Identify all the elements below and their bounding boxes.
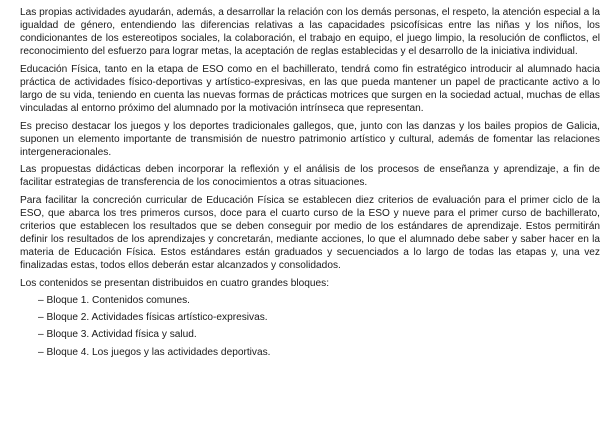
paragraph-relaciones: Las propias actividades ayudarán, además, a desarrollar la relación con los demás personas, el respeto, la atención especial a la igualdad de género, entendiendo las diferencias relativas a las capacidades psicofísicas entre las niñas y los niños, los condicionantes de los estereotipos sociales, la colaboración, el trabajo en equipo, el juego limpio, la resolución de conflictos, el reconocimiento del esfuerzo para lograr metas, la aceptación de reglas establecidas y el desarrollo de la iniciativa individual.	[20, 7, 600, 58]
list-item-bloque-2: – Bloque 2. Actividades físicas artístico-expresivas.	[38, 311, 600, 324]
paragraph-juegos-tradicionales: Es preciso destacar los juegos y los deportes tradicionales gallegos, que, junto con las danzas y los bailes propios de Galicia, suponen un elemento importante de transmisión de nuestro patrimonio artístico y cultural, además de fomentar las relaciones intergeneracionales.	[20, 120, 600, 158]
blocks-list	[20, 294, 600, 358]
paragraph-contenidos-intro: Los contenidos se presentan distribuidos en cuatro grandes bloques:	[20, 277, 330, 289]
list-item-bloque-1: – Bloque 1. Contenidos comunes.	[38, 294, 600, 307]
list-item-bloque-3: – Bloque 3. Actividad física y salud.	[38, 328, 600, 341]
document-page	[20, 6, 600, 363]
paragraph-fin-estrategico: Educación Física, tanto en la etapa de ESO como en el bachillerato, tendrá como fin estratégico introducir al alumnado hacia práctica de actividades físico-deportivas y artístico-expresivas, en las que pueda mantener un papel de practicante activo a lo largo de su vida, teniendo en cuenta las nuevas formas de prácticas motrices que surgen en la sociedad actual, muchas de ellas vinculadas al entorno próximo del alumnado por la motivación intrínseca que representan.	[20, 63, 600, 115]
paragraph-criterios-evaluacion: Para facilitar la concreción curricular de Educación Física se establecen diez criterios de evaluación para el primer ciclo de la ESO, que abarca los tres primeros cursos, doce para el cuarto curso de la ESO y nueve para el primer curso de bachillerato, criterios que establecen los resultados que se deben conseguir por medio de los estándares de aprendizaje. Estos permitirán definir los resultados de los aprendizajes y concretarán, mediante acciones, lo que el alumnado debe saber y saber hacer en la materia de Educación Física. Estos estándares están graduados y secuenciados a lo largo de todas las etapas y, una vez finalizadas estas, todos ellos deberán estar alcanzados y consolidados.	[20, 194, 600, 272]
paragraph-propuestas-didacticas: Las propuestas didácticas deben incorporar la reflexión y el análisis de los procesos de enseñanza y aprendizaje, a fin de facilitar estrategias de transferencia de los conocimientos a otras situaciones.	[20, 164, 600, 189]
list-item-bloque-4: – Bloque 4. Los juegos y las actividades deportivas.	[38, 346, 600, 359]
